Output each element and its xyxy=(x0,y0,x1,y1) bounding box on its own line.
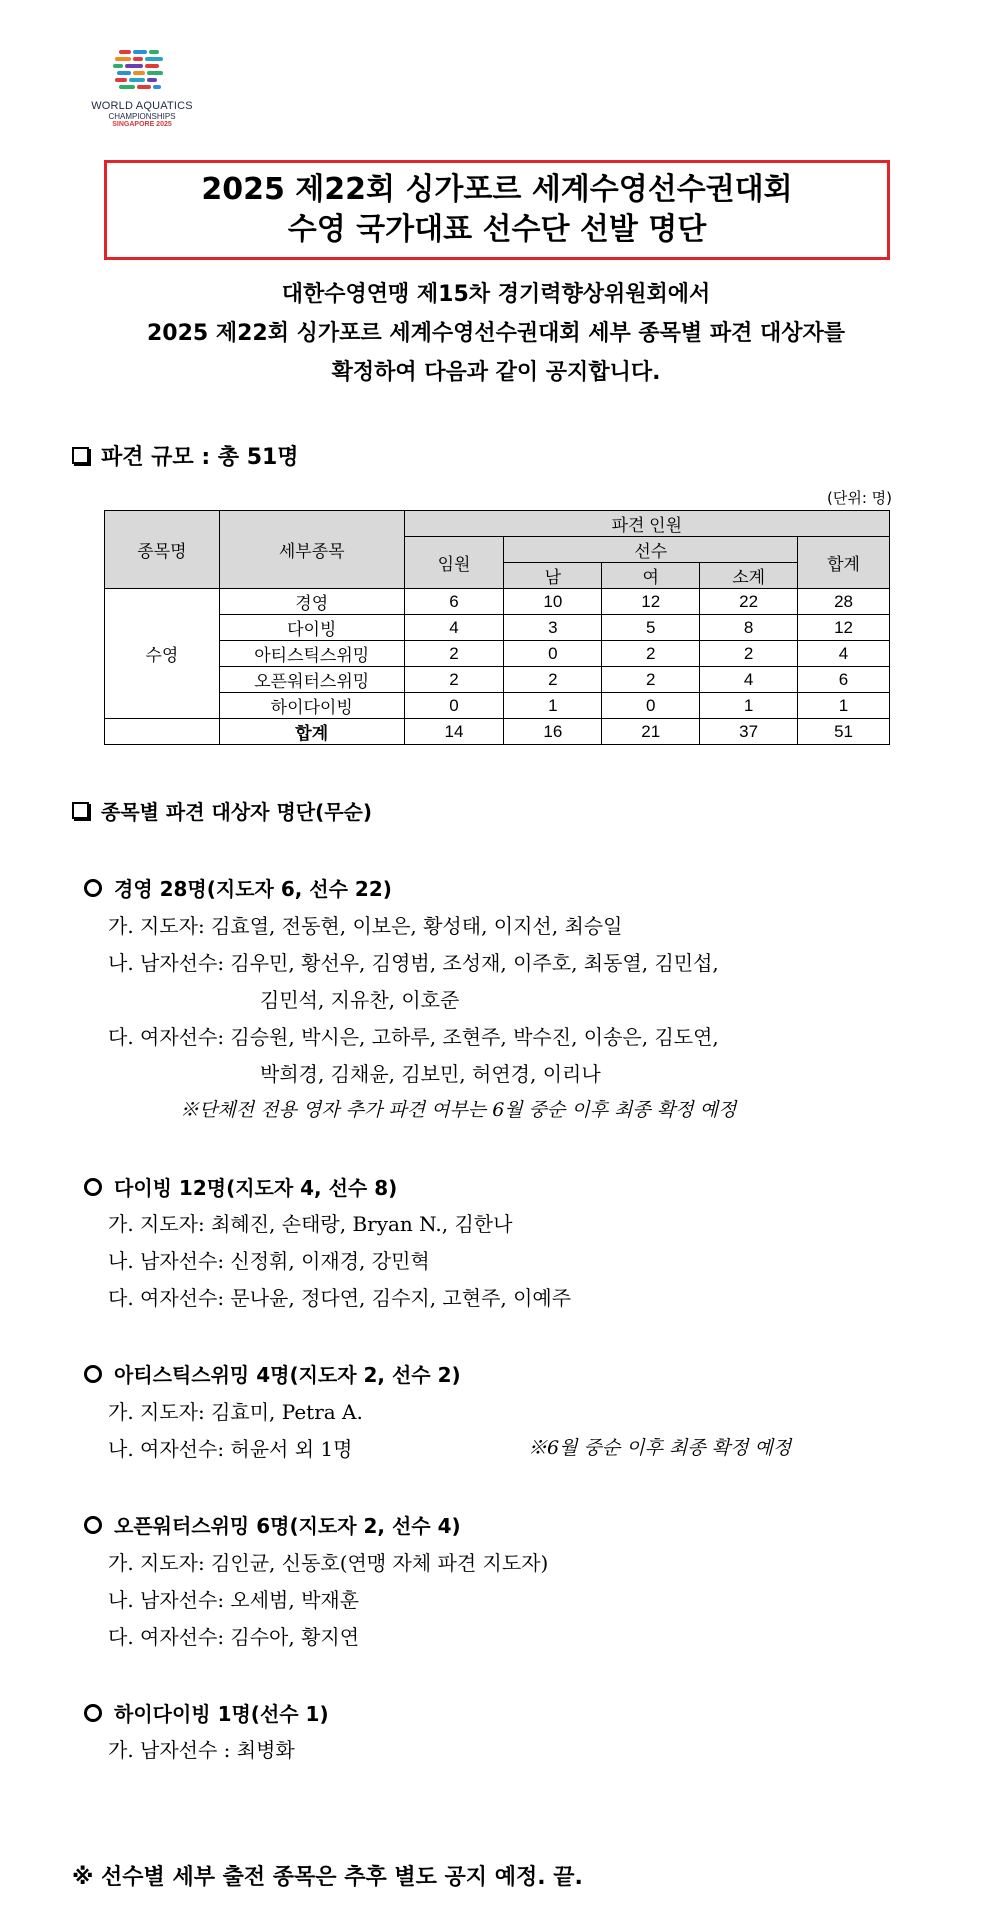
official-cell: 2 xyxy=(404,667,504,693)
subtotal-cell: 22 xyxy=(700,589,798,615)
sub-event-cell: 아티스틱스위밍 xyxy=(219,641,404,667)
section-dispatch-size-label: 파견 규모 : 총 51명 xyxy=(101,445,299,470)
circle-bullet-icon xyxy=(84,1704,102,1722)
unit-label: (단위: 명) xyxy=(827,489,892,507)
logo-text-1: WORLD AQUATICS xyxy=(91,100,193,112)
logo-mark-icon xyxy=(109,48,175,96)
table-row xyxy=(105,667,890,693)
male-cell: 1 xyxy=(504,693,602,719)
swimming-female-1: 다. 여자선수: 김승원, 박시은, 고하루, 조현주, 박수진, 이송은, 김도연, xyxy=(108,1025,719,1049)
highdiving-title: 하이다이빙 1명(선수 1) xyxy=(114,1702,329,1726)
title-box xyxy=(104,160,890,260)
intro-line-1: 대한수영연맹 제15차 경기력향상위원회에서 xyxy=(281,282,711,307)
swimming-coaches: 가. 지도자: 김효열, 전동현, 이보은, 황성태, 이지선, 최승일 xyxy=(108,914,623,938)
logo-text-3: SINGAPORE 2025 xyxy=(112,121,172,128)
official-cell: 0 xyxy=(404,693,504,719)
circle-bullet-icon xyxy=(84,879,102,897)
official-cell: 14 xyxy=(404,719,504,745)
subtotal-cell: 2 xyxy=(700,641,798,667)
table-row xyxy=(105,693,890,719)
header-male: 남 xyxy=(504,563,602,589)
diving-title: 다이빙 12명(지도자 4, 선수 8) xyxy=(114,1176,398,1200)
sub-event-cell: 합계 xyxy=(219,719,404,745)
subtotal-cell: 8 xyxy=(700,615,798,641)
intro-line-3: 확정하여 다음과 같이 공지합니다. xyxy=(331,360,661,385)
female-cell: 21 xyxy=(602,719,700,745)
official-cell: 2 xyxy=(404,641,504,667)
swimming-male-2: 김민석, 지유찬, 이호준 xyxy=(260,988,460,1012)
square-bullet-icon xyxy=(72,447,89,464)
highdiving-male: 가. 남자선수 : 최병화 xyxy=(108,1738,295,1762)
header-total: 합계 xyxy=(798,537,890,589)
dispatch-table xyxy=(104,510,890,745)
sub-event-cell: 오픈워터스위밍 xyxy=(219,667,404,693)
intro-text xyxy=(40,275,952,392)
section-dispatch-size-heading xyxy=(72,440,299,471)
sub-event-cell: 다이빙 xyxy=(219,615,404,641)
male-cell: 16 xyxy=(504,719,602,745)
table-row xyxy=(105,615,890,641)
female-cell: 2 xyxy=(602,667,700,693)
openwater-coaches: 가. 지도자: 김인균, 신동호(연맹 자체 파견 지도자) xyxy=(108,1551,549,1575)
table-row xyxy=(105,589,890,615)
diving-male: 나. 남자선수: 신정휘, 이재경, 강민혁 xyxy=(108,1249,430,1273)
swimming-note: ※단체전 전용 영자 추가 파견 여부는 6월 중순 이후 최종 확정 예정 xyxy=(180,1099,737,1121)
header-female: 여 xyxy=(602,563,700,589)
circle-bullet-icon xyxy=(84,1178,102,1196)
square-bullet-icon xyxy=(72,802,89,819)
title-line-2: 수영 국가대표 선수단 선발 명단 xyxy=(287,212,707,247)
official-cell: 6 xyxy=(404,589,504,615)
male-cell: 10 xyxy=(504,589,602,615)
female-cell: 2 xyxy=(602,641,700,667)
header-dispatch: 파견 인원 xyxy=(404,511,889,537)
swimming-title: 경영 28명(지도자 6, 선수 22) xyxy=(114,877,392,901)
artistic-title: 아티스틱스위밍 4명(지도자 2, 선수 2) xyxy=(114,1363,461,1387)
circle-bullet-icon xyxy=(84,1365,102,1383)
highdiving-heading xyxy=(84,1698,329,1727)
event-cell: 수영 xyxy=(105,589,220,719)
diving-coaches: 가. 지도자: 최혜진, 손태랑, Bryan N., 김한나 xyxy=(108,1212,513,1236)
openwater-male: 나. 남자선수: 오세범, 박재훈 xyxy=(108,1588,360,1612)
swimming-heading xyxy=(84,873,392,902)
total-cell: 4 xyxy=(798,641,890,667)
table-row xyxy=(105,641,890,667)
male-cell: 0 xyxy=(504,641,602,667)
official-cell: 4 xyxy=(404,615,504,641)
openwater-title: 오픈워터스위밍 6명(지도자 2, 선수 4) xyxy=(114,1514,461,1538)
header-event: 종목명 xyxy=(105,511,220,589)
header-sub-event: 세부종목 xyxy=(219,511,404,589)
total-cell: 12 xyxy=(798,615,890,641)
female-cell: 12 xyxy=(602,589,700,615)
world-aquatics-logo xyxy=(72,48,212,128)
male-cell: 3 xyxy=(504,615,602,641)
sub-event-cell: 경영 xyxy=(219,589,404,615)
openwater-heading xyxy=(84,1510,461,1539)
artistic-female: 나. 여자선수: 허윤서 외 1명 xyxy=(108,1437,353,1461)
openwater-female: 다. 여자선수: 김수아, 황지연 xyxy=(108,1625,360,1649)
female-cell: 0 xyxy=(602,693,700,719)
footer-note: ※ 선수별 세부 출전 종목은 추후 별도 공지 예정. 끝. xyxy=(72,1865,583,1890)
swimming-female-2: 박희경, 김채윤, 김보민, 허연경, 이리나 xyxy=(260,1062,601,1086)
total-cell: 1 xyxy=(798,693,890,719)
sub-event-cell: 하이다이빙 xyxy=(219,693,404,719)
section-roster-label: 종목별 파견 대상자 명단(무순) xyxy=(101,800,373,824)
male-cell: 2 xyxy=(504,667,602,693)
title-line-1: 2025 제22회 싱가포르 세계수영선수권대회 xyxy=(201,172,793,207)
subtotal-cell: 37 xyxy=(700,719,798,745)
total-cell: 28 xyxy=(798,589,890,615)
swimming-male-1: 나. 남자선수: 김우민, 황선우, 김영범, 조성재, 이주호, 최동열, 김민섭, xyxy=(108,951,719,975)
artistic-note: ※6월 중순 이후 최종 확정 예정 xyxy=(528,1437,792,1459)
subtotal-cell: 4 xyxy=(700,667,798,693)
total-cell: 51 xyxy=(798,719,890,745)
artistic-coaches: 가. 지도자: 김효미, Petra A. xyxy=(108,1400,363,1424)
table-row-total xyxy=(105,719,890,745)
header-athletes: 선수 xyxy=(504,537,798,563)
diving-heading xyxy=(84,1172,397,1201)
intro-line-2: 2025 제22회 싱가포르 세계수영선수권대회 세부 종목별 파견 대상자를 xyxy=(146,321,845,346)
subtotal-cell: 1 xyxy=(700,693,798,719)
total-event-cell xyxy=(105,719,220,745)
diving-female: 다. 여자선수: 문나윤, 정다연, 김수지, 고현주, 이예주 xyxy=(108,1286,572,1310)
circle-bullet-icon xyxy=(84,1516,102,1534)
logo-text-2: CHAMPIONSHIPS xyxy=(108,112,176,121)
total-cell: 6 xyxy=(798,667,890,693)
artistic-heading xyxy=(84,1359,461,1388)
female-cell: 5 xyxy=(602,615,700,641)
section-roster-heading xyxy=(72,796,372,825)
header-subtotal: 소계 xyxy=(700,563,798,589)
header-official: 임원 xyxy=(404,537,504,589)
